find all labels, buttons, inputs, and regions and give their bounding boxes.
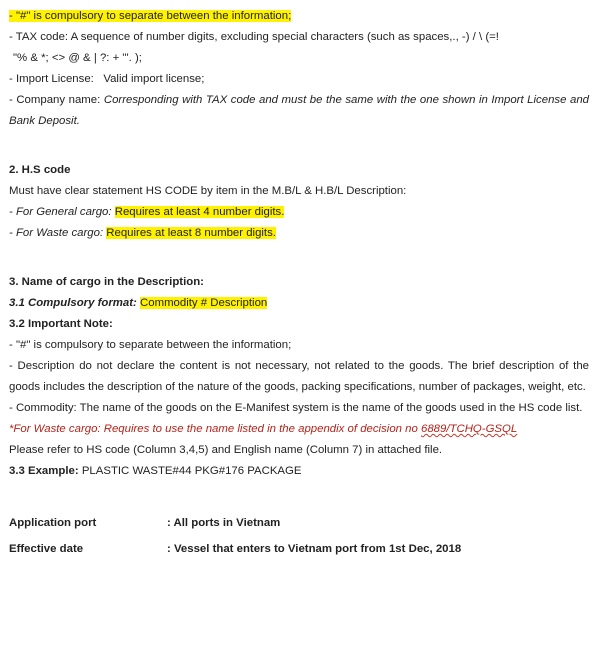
separator-rule: - "#" is compulsory to separate between the information; bbox=[9, 10, 292, 22]
decision-number: 6889/TCHQ-GSQL bbox=[421, 423, 518, 435]
application-port-row bbox=[9, 510, 589, 536]
effective-date-value: : Vessel that enters to Vietnam port from 1st Dec, 2018 bbox=[167, 543, 462, 555]
hs-code-statement: Must have clear statement HS CODE by item in the M.B/L & H.B/L Description: bbox=[9, 185, 407, 197]
compulsory-format-value: Commodity # Description bbox=[140, 297, 268, 309]
example-value: PLASTIC WASTE#44 PKG#176 PACKAGE bbox=[81, 465, 302, 477]
refer-attached-file: Please refer to HS code (Column 3,4,5) and English name (Column 7) in attached file. bbox=[9, 444, 443, 456]
hs-code-heading: 2. H.S code bbox=[9, 164, 71, 176]
company-name-line: - Company name: Corresponding with TAX code and must be the same with the one shown in Import License and Bank Deposit. bbox=[9, 94, 589, 127]
important-note-heading: 3.2 Important Note: bbox=[9, 318, 113, 330]
company-name-text: Corresponding with TAX code and must be the same with the one shown in Import License and Bank Deposit. bbox=[9, 94, 589, 127]
tax-code-line-1: - TAX code: A sequence of number digits, excluding special characters (such as spaces,., -) / \ (=! bbox=[9, 31, 499, 43]
note-commodity: - Commodity: The name of the goods on the E-Manifest system is the name of the goods used in the HS code list. bbox=[9, 402, 583, 414]
import-license-text: Valid import license; bbox=[103, 73, 205, 85]
tax-code-line-2: "% & *; <> @ & | ?: + "'. ); bbox=[13, 52, 142, 64]
document-body bbox=[9, 6, 589, 562]
waste-cargo-requirement: Requires at least 8 number digits. bbox=[106, 227, 276, 239]
application-port-value: : All ports in Vietnam bbox=[167, 517, 281, 529]
effective-date-row bbox=[9, 536, 589, 562]
general-cargo-line: - For General cargo: Requires at least 4 number digits. bbox=[9, 206, 285, 218]
application-port-label: Application port bbox=[9, 517, 97, 529]
import-license-line bbox=[9, 69, 589, 90]
waste-cargo-line: - For Waste cargo: Requires at least 8 number digits. bbox=[9, 227, 276, 239]
general-cargo-requirement: Requires at least 4 number digits. bbox=[114, 206, 285, 218]
effective-date-label: Effective date bbox=[9, 543, 84, 555]
waste-cargo-note: *For Waste cargo: Requires to use the name listed in the appendix of decision no 6889/TCHQ-GSQL bbox=[9, 423, 518, 435]
note-separator-rule: - "#" is compulsory to separate between the information; bbox=[9, 339, 292, 351]
example-line: 3.3 Example: PLASTIC WASTE#44 PKG#176 PACKAGE bbox=[9, 465, 302, 477]
compulsory-format-line: 3.1 Compulsory format: Commodity # Description bbox=[9, 297, 268, 309]
note-description: - Description do not declare the content is not necessary, not related to the goods. The brief description of the goods includes the description of the nature of the goods, packing specifications, number of packages, weight, etc. bbox=[9, 360, 589, 393]
import-license-label: - Import License: bbox=[9, 73, 94, 85]
cargo-name-heading: 3. Name of cargo in the Description: bbox=[9, 276, 204, 288]
